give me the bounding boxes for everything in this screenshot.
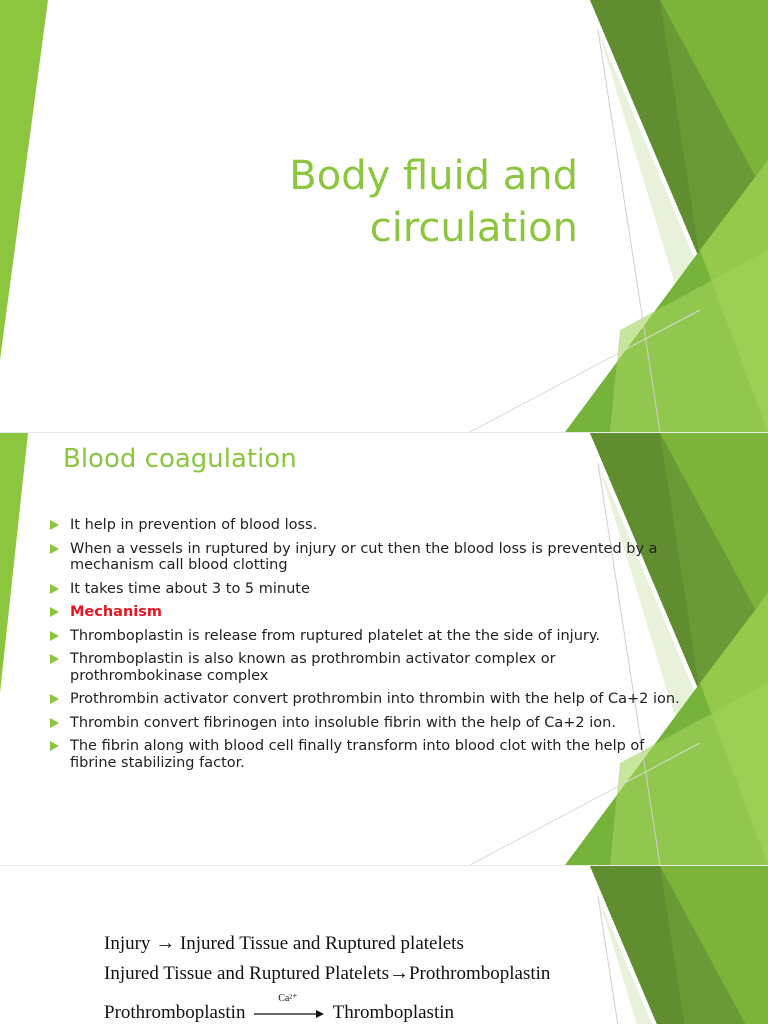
right-arrow-icon: →	[155, 932, 176, 954]
bullet-item: Thromboplastin is release from ruptured platelet at the the side of injury.	[48, 628, 688, 645]
triangle-arrow-icon	[50, 654, 59, 664]
right-arrow-icon: →	[388, 962, 409, 984]
bullet-item: It help in prevention of blood loss.	[48, 517, 688, 534]
triangle-arrow-icon	[50, 520, 59, 530]
triangle-arrow-icon	[50, 718, 59, 728]
triangle-arrow-icon	[50, 607, 59, 617]
catalyst-label: Ca²⁺	[278, 992, 298, 1004]
triangle-arrow-icon	[50, 584, 59, 594]
bullet-item: Prothrombin activator convert prothrombin into thrombin with the help of Ca+2 ion.	[48, 691, 688, 708]
slide-title	[289, 150, 578, 254]
triangle-arrow-icon	[50, 741, 59, 751]
catalyst-arrow-icon	[254, 992, 324, 1021]
bullet-item: Thrombin convert fibrinogen into insoluble fibrin with the help of Ca+2 ion.	[48, 715, 688, 732]
bullet-item: The fibrin along with blood cell finally transform into blood clot with the help of fibrine stabilizing factor.	[48, 738, 688, 771]
reaction-line-2: Injured Tissue and Ruptured Platelets→Prothromboplastin	[104, 962, 551, 984]
reaction-line-3: Prothromboplastin Ca²⁺ Thromboplastin	[104, 992, 455, 1023]
triangle-arrow-icon	[50, 694, 59, 704]
triangle-arrow-icon	[50, 544, 59, 554]
slide-heading: Blood coagulation	[63, 444, 297, 474]
bullet-item-mechanism: Mechanism	[48, 604, 688, 621]
title-line-1: Body fluid and	[289, 153, 578, 199]
reaction-line-1: Injury → Injured Tissue and Ruptured platelets	[104, 932, 464, 954]
bullet-item: Thromboplastin is also known as prothrombin activator complex or prothrombokinase complex	[48, 651, 688, 684]
title-line-2: circulation	[369, 205, 578, 251]
bullet-list	[48, 517, 688, 778]
title-slide	[0, 0, 768, 432]
triangle-arrow-icon	[50, 631, 59, 641]
bullet-item: It takes time about 3 to 5 minute	[48, 581, 688, 598]
bullet-item: When a vessels in ruptured by injury or cut then the blood loss is prevented by a mechanism call blood clotting	[48, 541, 688, 574]
